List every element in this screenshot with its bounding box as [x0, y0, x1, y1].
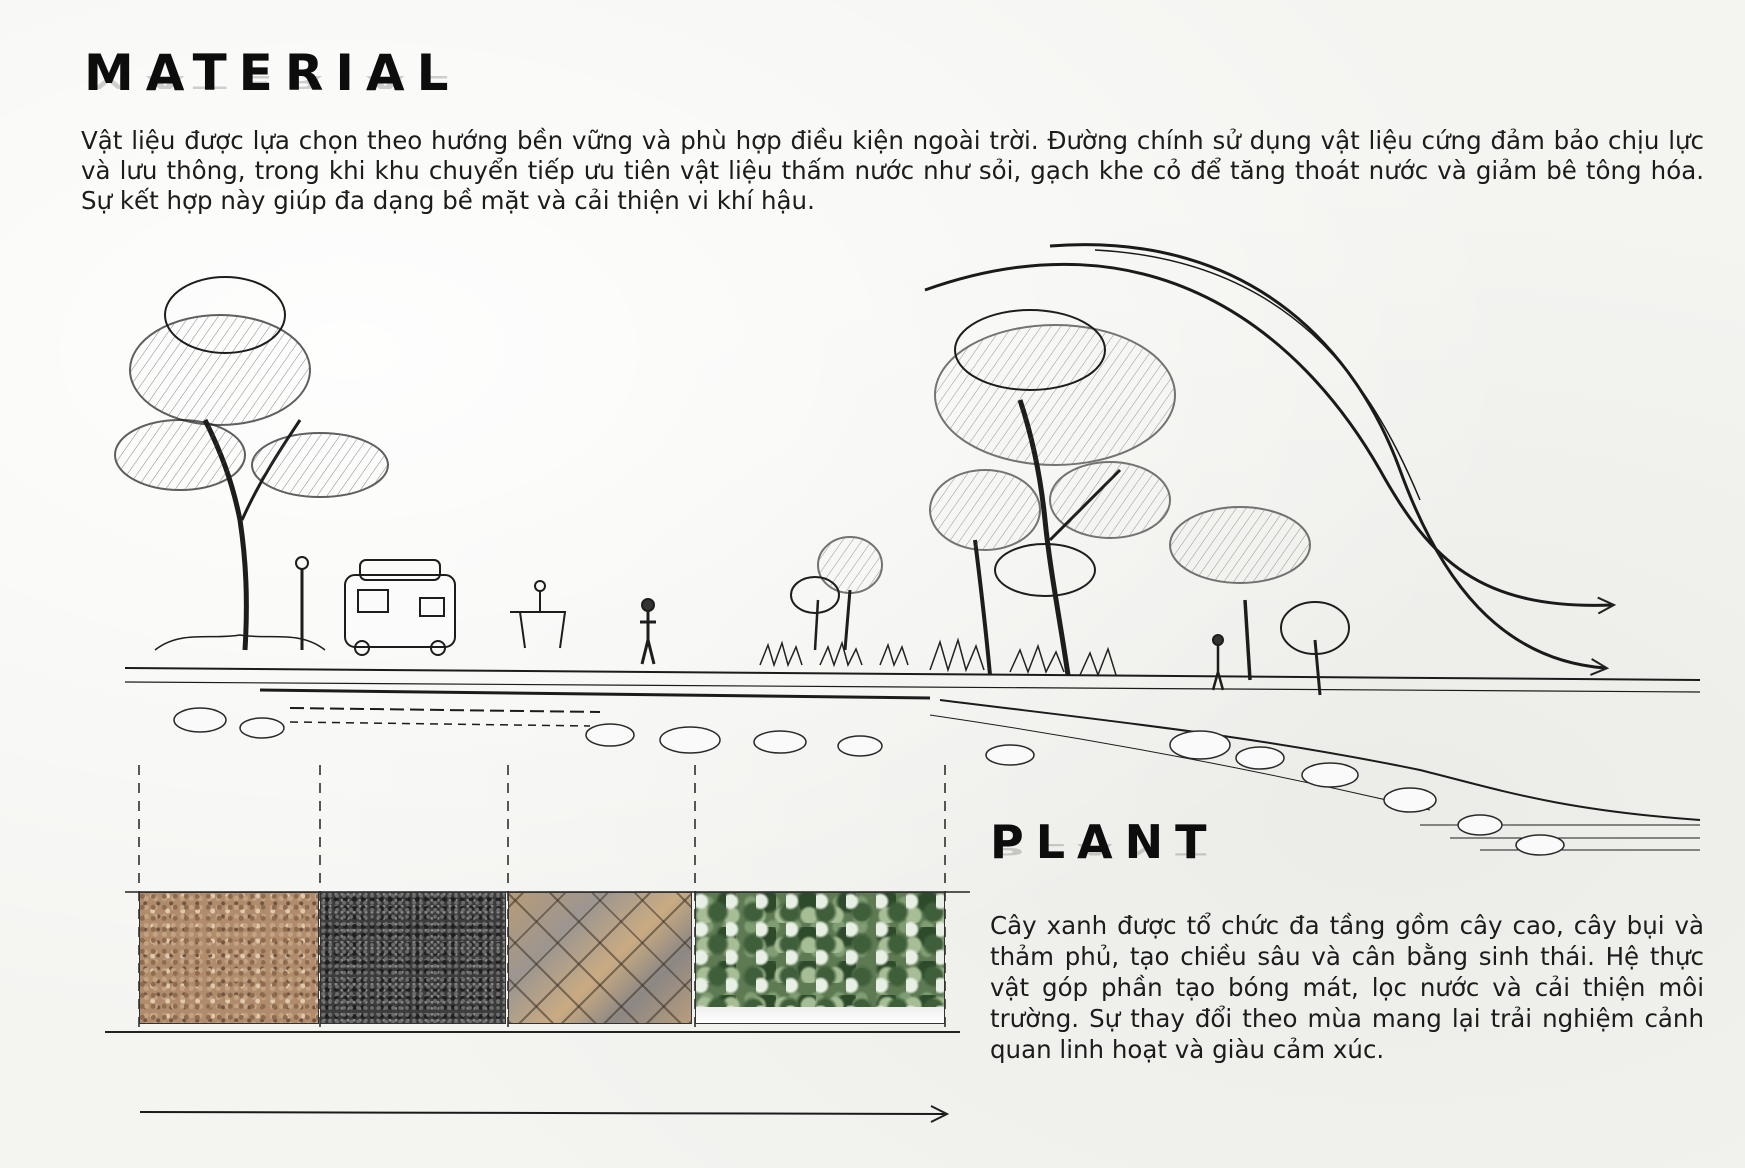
material-title: MATERIAL MATERIAL	[84, 44, 461, 102]
gravel-swatch	[139, 892, 319, 1024]
ground-cover-plants-swatch	[695, 892, 945, 1024]
tree-far-right	[1170, 507, 1349, 695]
tree-small-center	[791, 537, 882, 650]
asphalt-swatch	[320, 892, 506, 1024]
rocks	[174, 708, 1564, 855]
plant-description: Cây xanh được tổ chức đa tầng gồm cây cao, cây bụi và thảm phủ, tạo chiều sâu và cân bằng sinh thái. Hệ thực vật góp phần tạo bóng mát, lọc nước và cải thiện môi trường. Sự thay đổi theo mùa mang lại trải nghiệm cảnh quan linh hoạt và giàu cảm xúc.	[990, 911, 1704, 1064]
bottom-arrow	[140, 1112, 945, 1114]
street-furniture	[296, 557, 656, 664]
tree-right	[930, 310, 1175, 675]
stone-pavers-swatch	[508, 892, 692, 1024]
plant-title: PLANT PLANT	[990, 815, 1219, 869]
material-description: Vật liệu được lựa chọn theo hướng bền vững và phù hợp điều kiện ngoài trời. Đường chính sử dụng vật liệu cứng đảm bảo chịu lực và lưu thông, trong khi khu chuyển tiếp ưu tiên vật liệu thấm nước như sỏi, gạch khe cỏ để tăng thoát nước và giảm bê tông hóa. Sự kết hợp này giúp đa dạng bề mặt và cải thiện vi khí hậu.	[81, 126, 1704, 215]
